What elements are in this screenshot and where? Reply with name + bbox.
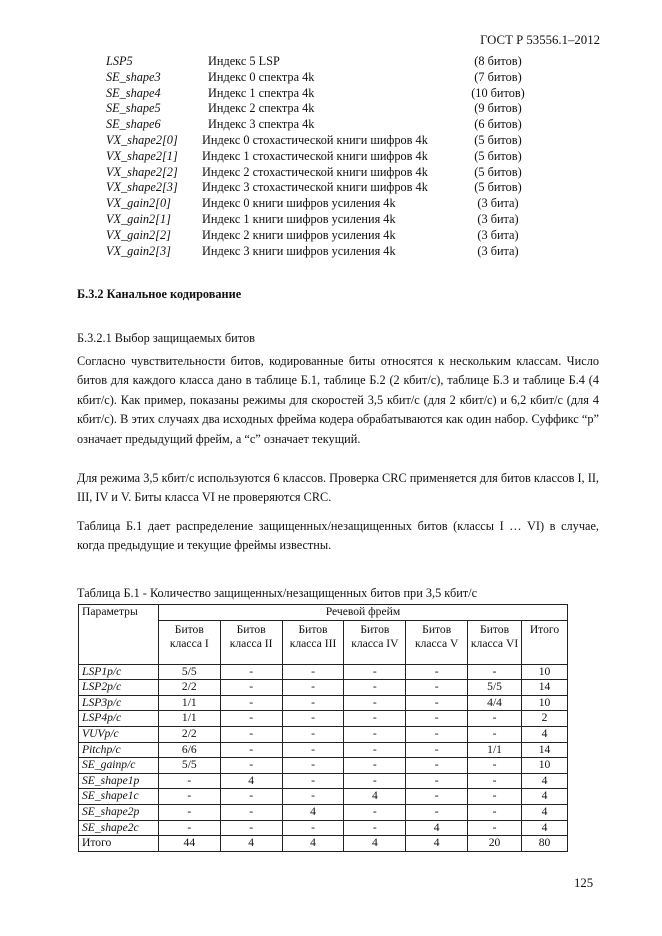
column-header: Битов класса III	[282, 620, 344, 664]
table-cell: -	[468, 664, 522, 680]
paragraph-crc-text: Для режима 3,5 кбит/с используются 6 классов. Проверка CRC применяется для битов классов I, II, III, IV и V. Биты класса VI не проверяются CRC.	[77, 471, 599, 505]
row-parameter: SE_shape1c	[79, 789, 159, 805]
table-cell: 2	[522, 711, 568, 727]
table-cell: 4	[406, 836, 468, 852]
table-cell: 4	[344, 836, 406, 852]
table-cell: 2/2	[158, 680, 220, 696]
parameter-name: VX_gain2[3]	[106, 243, 171, 258]
parameter-description: Индекс 0 стохастической книги шифров 4k	[202, 132, 428, 147]
parameter-description: Индекс 1 книги шифров усиления 4k	[202, 211, 396, 226]
header-speech-frame: Речевой фрейм	[158, 605, 567, 621]
paragraph-classes	[77, 352, 599, 449]
table-cell: -	[282, 695, 344, 711]
table-cell: 4	[220, 836, 282, 852]
table-cell: 20	[468, 836, 522, 852]
table-cell: 10	[522, 695, 568, 711]
table-cell: 1/1	[158, 711, 220, 727]
parameter-name: SE_shape6	[106, 117, 161, 132]
parameter-bits: (10 битов)	[471, 85, 525, 100]
parameter-description: Индекс 1 спектра 4k	[208, 85, 315, 100]
row-parameter: LSP1p/c	[79, 664, 159, 680]
table-cell: -	[344, 742, 406, 758]
parameter-name: LSP5	[106, 54, 133, 68]
table-cell: -	[220, 711, 282, 727]
parameter-description: Индекс 0 книги шифров усиления 4k	[202, 196, 396, 211]
parameter-row	[106, 54, 566, 70]
parameter-description: Индекс 2 спектра 4k	[208, 101, 315, 116]
parameter-row	[106, 228, 566, 244]
parameter-name: SE_shape4	[106, 85, 161, 100]
row-parameter: SE_gainp/c	[79, 758, 159, 774]
table-row	[79, 758, 568, 774]
table-cell: -	[220, 726, 282, 742]
table-cell: -	[282, 680, 344, 696]
table-row	[79, 773, 568, 789]
table-cell: 5/5	[468, 680, 522, 696]
parameter-bits: (3 бита)	[477, 227, 519, 242]
table-cell: -	[406, 758, 468, 774]
row-parameter: LSP4p/c	[79, 711, 159, 727]
table-cell: -	[344, 711, 406, 727]
parameter-name: VX_gain2[0]	[106, 196, 171, 211]
row-parameter: VUVp/c	[79, 726, 159, 742]
table-row	[79, 804, 568, 820]
table-cell: -	[158, 789, 220, 805]
table-caption: Таблица Б.1 - Количество защищенных/незащищенных битов при 3,5 кбит/с	[77, 586, 478, 600]
parameter-bits: (8 битов)	[474, 54, 522, 68]
row-parameter: Итого	[79, 836, 159, 852]
parameter-name: SE_shape5	[106, 101, 161, 116]
table-row	[79, 789, 568, 805]
table-cell: -	[406, 711, 468, 727]
table-cell: -	[406, 804, 468, 820]
table-cell: -	[344, 804, 406, 820]
table-cell: -	[406, 726, 468, 742]
table-cell: 10	[522, 758, 568, 774]
paragraph-table-intro-text: Таблица Б.1 дает распределение защищенных/незащищенных битов (классы I … VI) в случае, когда предыдущие и текущие фреймы известны.	[77, 519, 599, 553]
parameter-row	[106, 86, 566, 102]
parameter-description: Индекс 3 стохастической книги шифров 4k	[202, 180, 428, 195]
table-cell: -	[282, 758, 344, 774]
parameter-bits: (5 битов)	[474, 132, 522, 147]
parameter-row	[106, 244, 566, 260]
column-header: Битов класса II	[220, 620, 282, 664]
parameter-name: SE_shape3	[106, 69, 161, 84]
table-row	[79, 820, 568, 836]
table-cell: -	[158, 773, 220, 789]
table-row	[79, 695, 568, 711]
table-cell: 4	[522, 804, 568, 820]
table-cell: 14	[522, 680, 568, 696]
parameter-bits: (5 битов)	[474, 148, 522, 163]
table-cell: -	[158, 820, 220, 836]
table-cell: 4	[282, 804, 344, 820]
parameter-description: Индекс 0 спектра 4k	[208, 69, 315, 84]
column-header: Битов класса IV	[344, 620, 406, 664]
row-parameter: LSP3p/c	[79, 695, 159, 711]
table-cell: -	[406, 695, 468, 711]
table-cell: -	[468, 773, 522, 789]
table-cell: -	[344, 726, 406, 742]
row-parameter: SE_shape2p	[79, 804, 159, 820]
parameter-bits: (3 бита)	[477, 211, 519, 226]
parameter-row	[106, 180, 566, 196]
paragraph-table-intro	[77, 517, 599, 556]
row-parameter: SE_shape1p	[79, 773, 159, 789]
paragraph-crc	[77, 469, 599, 508]
header-parameters: Параметры	[79, 605, 159, 665]
table-row	[79, 742, 568, 758]
table-cell: -	[468, 726, 522, 742]
parameter-row	[106, 101, 566, 117]
table-row	[79, 680, 568, 696]
table-cell: -	[344, 773, 406, 789]
table-cell: -	[282, 773, 344, 789]
table-cell: -	[158, 804, 220, 820]
table-cell: 4	[344, 789, 406, 805]
parameter-name: VX_shape2[0]	[106, 132, 178, 147]
table-cell: -	[344, 820, 406, 836]
parameter-row	[106, 149, 566, 165]
table-cell: -	[220, 742, 282, 758]
subsection-title: Б.3.2.1 Выбор защищаемых битов	[77, 331, 255, 345]
parameter-description: Индекс 3 книги шифров усиления 4k	[202, 243, 396, 258]
page-number: 125	[574, 876, 594, 890]
table-cell: -	[468, 711, 522, 727]
parameter-name: VX_shape2[3]	[106, 180, 178, 195]
parameter-row	[106, 133, 566, 149]
parameter-bits: (9 битов)	[474, 101, 522, 116]
paragraph-classes-text: Согласно чувствительности битов, кодированные биты относятся к нескольким классам. Число битов для каждого класса дано в таблице Б.1, таблице Б.2 (2 кбит/с), таблице Б.3 и таблице Б.4 (4 кбит/с). Как пример, показаны режимы для скоростей 3,5 кбит/с (для 2 кбит/с) и 6,2 кбит/с (для 4 кбит/с). В этих случаях два исходных фрейма кодера обрабатываются как один набор. Суффикс “p” означает предыдущий фрейм, а “c” означает текущий.	[77, 354, 599, 446]
parameter-name: VX_gain2[1]	[106, 211, 171, 226]
table-cell: 44	[158, 836, 220, 852]
parameter-name: VX_shape2[2]	[106, 164, 178, 179]
column-header: Итого	[522, 620, 568, 664]
parameter-bits: (7 битов)	[474, 69, 522, 84]
table-cell: -	[468, 820, 522, 836]
parameter-row	[106, 117, 566, 133]
table-cell: -	[220, 758, 282, 774]
table-cell: 10	[522, 664, 568, 680]
parameter-bits: (6 битов)	[474, 117, 522, 132]
table-row	[79, 726, 568, 742]
column-header: Битов класса V	[406, 620, 468, 664]
parameter-list	[106, 54, 566, 259]
parameter-bits: (5 битов)	[474, 180, 522, 195]
table-cell: -	[406, 664, 468, 680]
table-cell: 4	[282, 836, 344, 852]
table-cell: 4	[522, 789, 568, 805]
bits-table	[78, 604, 568, 852]
table-cell: 5/5	[158, 758, 220, 774]
parameter-bits: (5 битов)	[474, 164, 522, 179]
table-cell: -	[220, 680, 282, 696]
table-cell: -	[220, 804, 282, 820]
table-cell: -	[220, 789, 282, 805]
table-cell: -	[344, 680, 406, 696]
table-cell: 4	[522, 726, 568, 742]
parameter-row	[106, 212, 566, 228]
parameter-description: Индекс 2 стохастической книги шифров 4k	[202, 164, 428, 179]
table-cell: -	[468, 789, 522, 805]
table-cell: -	[406, 773, 468, 789]
table-cell: 4	[522, 820, 568, 836]
column-header: Битов класса I	[158, 620, 220, 664]
parameter-row	[106, 196, 566, 212]
table-cell: 6/6	[158, 742, 220, 758]
table-cell: -	[468, 804, 522, 820]
parameter-bits: (3 бита)	[477, 196, 519, 211]
table-cell: -	[282, 742, 344, 758]
table-cell: -	[282, 820, 344, 836]
table-cell: 1/1	[468, 742, 522, 758]
parameter-row	[106, 70, 566, 86]
table-cell: -	[406, 742, 468, 758]
parameter-description: Индекс 5 LSP	[208, 54, 280, 68]
row-parameter: LSP2p/c	[79, 680, 159, 696]
table-cell: -	[282, 726, 344, 742]
table-cell: -	[282, 789, 344, 805]
table-cell: -	[468, 758, 522, 774]
table-cell: -	[220, 695, 282, 711]
parameter-row	[106, 165, 566, 181]
table-cell: -	[344, 758, 406, 774]
parameter-description: Индекс 3 спектра 4k	[208, 117, 315, 132]
table-cell: -	[282, 664, 344, 680]
table-cell: -	[344, 695, 406, 711]
table-cell: 5/5	[158, 664, 220, 680]
parameter-bits: (3 бита)	[477, 243, 519, 258]
table-row	[79, 711, 568, 727]
parameter-description: Индекс 2 книги шифров усиления 4k	[202, 227, 396, 242]
table-cell: -	[282, 711, 344, 727]
section-title: Б.3.2 Канальное кодирование	[77, 287, 242, 301]
parameter-name: VX_shape2[1]	[106, 148, 178, 163]
row-parameter: Pitchp/c	[79, 742, 159, 758]
column-header: Битов класса VI	[468, 620, 522, 664]
table-cell: 4	[406, 820, 468, 836]
total-row	[79, 836, 568, 852]
row-parameter: SE_shape2c	[79, 820, 159, 836]
table-cell: 4/4	[468, 695, 522, 711]
table-cell: -	[220, 820, 282, 836]
table-cell: 2/2	[158, 726, 220, 742]
table-cell: -	[406, 680, 468, 696]
table-cell: 80	[522, 836, 568, 852]
parameter-name: VX_gain2[2]	[106, 227, 171, 242]
table-cell: 4	[220, 773, 282, 789]
table-row	[79, 664, 568, 680]
table-cell: -	[406, 789, 468, 805]
table-cell: 14	[522, 742, 568, 758]
standard-header: ГОСТ Р 53556.1–2012	[480, 33, 600, 47]
table-cell: 4	[522, 773, 568, 789]
table-cell: -	[344, 664, 406, 680]
table-cell: -	[220, 664, 282, 680]
parameter-description: Индекс 1 стохастической книги шифров 4k	[202, 148, 428, 163]
table-cell: 1/1	[158, 695, 220, 711]
